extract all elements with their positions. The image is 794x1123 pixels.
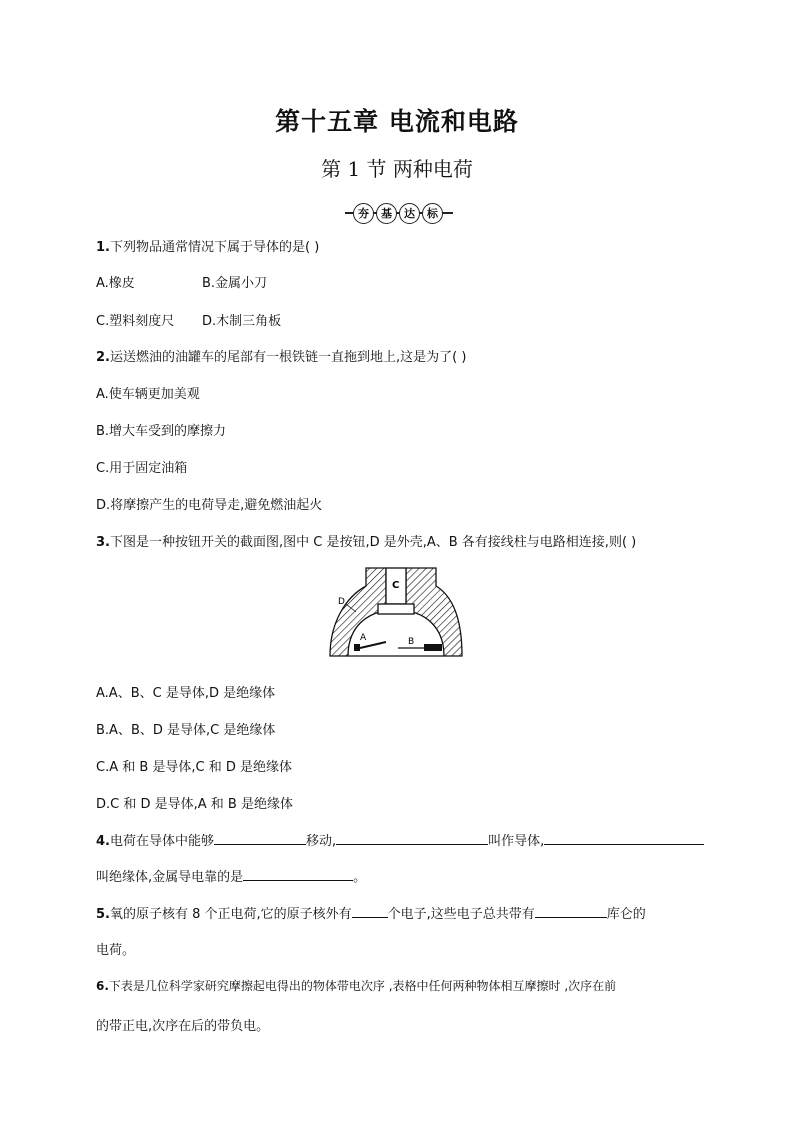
terminal-a <box>354 644 360 651</box>
badge-char-4: 标 <box>422 203 443 224</box>
question-text: 个电子,这些电子总共带有 <box>387 907 535 922</box>
label-a: A <box>360 633 367 643</box>
question-1-option-a: A.橡皮 <box>96 276 135 291</box>
question-1-option-d: D.木制三角板 <box>202 314 282 329</box>
question-5-line-2: 电荷。 <box>96 943 136 958</box>
badge-char-3: 达 <box>399 203 420 224</box>
button-switch-diagram <box>326 562 466 662</box>
label-b: B <box>408 637 415 647</box>
question-2-option-c: C.用于固定油箱 <box>96 461 188 476</box>
label-d: D <box>338 597 345 607</box>
question-2-option-b: B.增大车受到的摩擦力 <box>96 424 227 439</box>
question-4-line-2 <box>96 866 366 885</box>
question-4-line-1 <box>96 830 704 849</box>
answer-blank[interactable] <box>243 866 353 881</box>
button-c-base <box>378 604 414 614</box>
question-2-option-a: A.使车辆更加美观 <box>96 387 200 402</box>
question-text: 移动, <box>306 834 337 849</box>
question-6-line-2: 的带正电,次序在后的带负电。 <box>96 1019 270 1034</box>
question-text: 下表是几位科学家研究摩擦起电得出的物体带电次序 ,表格中任何两种物体相互摩擦时 ,次序在前 <box>108 979 617 993</box>
question-text: 氧的原子核有 8 个正电荷,它的原子核外有 <box>109 907 352 922</box>
question-text: 电荷在导体中能够 <box>109 834 214 849</box>
question-3-option-c: C.A 和 B 是导体,C 和 D 是绝缘体 <box>96 760 293 775</box>
answer-blank[interactable] <box>336 830 488 845</box>
question-number: 1. <box>96 240 110 255</box>
question-3-option-d: D.C 和 D 是导体,A 和 B 是绝缘体 <box>96 797 293 812</box>
badge-char-1: 夯 <box>353 203 374 224</box>
question-3-option-a: A.A、B、C 是导体,D 是绝缘体 <box>96 686 276 701</box>
question-2-option-d: D.将摩擦产生的电荷导走,避免燃油起火 <box>96 498 323 513</box>
question-number: 2. <box>96 350 110 365</box>
question-text: 库仑的 <box>606 907 646 922</box>
answer-blank[interactable] <box>352 903 388 918</box>
label-c: C <box>392 580 400 591</box>
question-3-option-b: B.A、B、D 是导体,C 是绝缘体 <box>96 723 276 738</box>
question-number: 6. <box>96 979 109 993</box>
question-3-stem <box>96 531 636 550</box>
answer-blank[interactable] <box>214 830 306 845</box>
chapter-title: 第十五章 电流和电路 <box>275 107 519 136</box>
badge-char-2: 基 <box>376 203 397 224</box>
question-text: 下图是一种按钮开关的截面图,图中 C 是按钮,D 是外壳,A、B 各有接线柱与电路相连接,则( ) <box>109 535 637 550</box>
question-text: 。 <box>353 870 367 885</box>
question-number: 4. <box>96 834 110 849</box>
question-number: 3. <box>96 535 110 550</box>
question-5-line-1 <box>96 903 646 922</box>
question-1-option-c: C.塑料刻度尺 <box>96 314 175 329</box>
section-title: 第 1 节 两种电荷 <box>321 157 473 181</box>
question-text: 叫绝缘体,金属导电靠的是 <box>96 870 244 885</box>
section-badge <box>353 202 445 224</box>
answer-blank[interactable] <box>535 903 607 918</box>
terminal-b <box>424 644 442 651</box>
question-2-stem <box>96 346 466 365</box>
question-number: 5. <box>96 907 110 922</box>
question-6-line-1 <box>96 977 616 994</box>
question-1-option-b: B.金属小刀 <box>202 276 268 291</box>
question-1-stem <box>96 236 319 255</box>
question-text: 下列物品通常情况下属于导体的是( ) <box>109 240 320 255</box>
answer-blank[interactable] <box>544 830 704 845</box>
question-text: 运送燃油的油罐车的尾部有一根铁链一直拖到地上,这是为了( ) <box>109 350 467 365</box>
question-text: 叫作导体, <box>488 834 545 849</box>
